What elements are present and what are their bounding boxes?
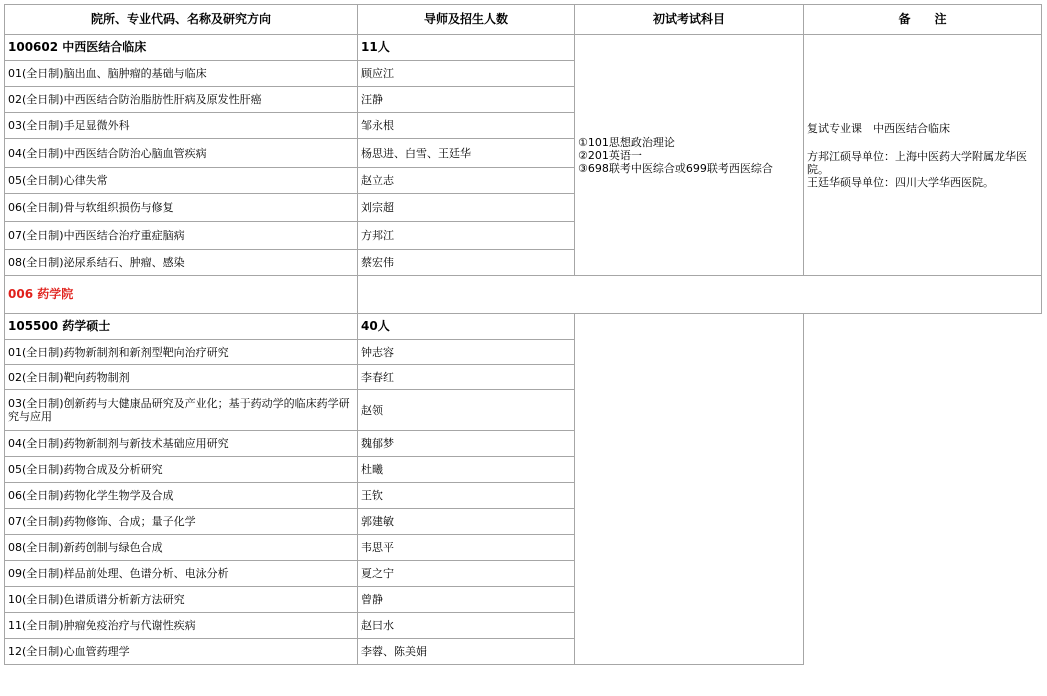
direction-cell: 03(全日制)创新药与大健康品研究及产业化；基于药动学的临床药学研究与应用 <box>5 390 358 431</box>
tutor-cell: 李蓉、陈美娟 <box>358 639 575 665</box>
remarks-cell <box>804 35 1042 276</box>
tutor-cell: 刘宗超 <box>358 194 575 222</box>
direction-cell: 07(全日制)中西医结合治疗重症脑病 <box>5 222 358 250</box>
tutor-cell: 杨思进、白雪、王廷华 <box>358 139 575 168</box>
tutor-cell: 顾应江 <box>358 61 575 87</box>
exam-subjects-empty <box>575 314 804 665</box>
direction-cell: 04(全日制)药物新制剂与新技术基础应用研究 <box>5 431 358 457</box>
direction-cell: 02(全日制)靶向药物制剂 <box>5 365 358 390</box>
header-direction: 院所、专业代码、名称及研究方向 <box>5 5 358 35</box>
header-remarks: 备 注 <box>804 5 1042 35</box>
major-row <box>5 35 1042 61</box>
tutor-cell: 赵曰水 <box>358 613 575 639</box>
direction-cell: 05(全日制)药物合成及分析研究 <box>5 457 358 483</box>
direction-cell: 04(全日制)中西医结合防治心脑血管疾病 <box>5 139 358 168</box>
direction-cell: 08(全日制)泌尿系结石、肿瘤、感染 <box>5 250 358 276</box>
tutor-cell: 杜曦 <box>358 457 575 483</box>
tutor-cell: 邹永根 <box>358 113 575 139</box>
tutor-cell: 魏郁梦 <box>358 431 575 457</box>
direction-cell: 11(全日制)肿瘤免疫治疗与代谢性疾病 <box>5 613 358 639</box>
major-title: 100602 中西医结合临床 <box>5 35 358 61</box>
tutor-cell: 方邦江 <box>358 222 575 250</box>
header-row <box>5 5 1042 35</box>
tutor-cell: 汪静 <box>358 87 575 113</box>
direction-cell: 05(全日制)心律失常 <box>5 168 358 194</box>
direction-cell: 12(全日制)心血管药理学 <box>5 639 358 665</box>
major-count: 11人 <box>358 35 575 61</box>
tutor-cell: 郭建敏 <box>358 509 575 535</box>
exam-subject-3: ③698联考中医综合或699联考西医综合 <box>578 161 773 175</box>
major-count: 40人 <box>358 314 575 340</box>
direction-cell: 07(全日制)药物修饰、合成；量子化学 <box>5 509 358 535</box>
direction-cell: 08(全日制)新药创制与绿色合成 <box>5 535 358 561</box>
major-title: 105500 药学硕士 <box>5 314 358 340</box>
direction-cell: 02(全日制)中西医结合防治脂肪性肝病及原发性肝癌 <box>5 87 358 113</box>
remark-2: 方邦江硕导单位：上海中医药大学附属龙华医院。 <box>807 149 1027 176</box>
tutor-cell: 夏之宁 <box>358 561 575 587</box>
institute-title: 006 药学院 <box>5 276 358 314</box>
institute-row <box>5 276 1042 314</box>
tutor-cell: 曾静 <box>358 587 575 613</box>
direction-cell: 06(全日制)骨与软组织损伤与修复 <box>5 194 358 222</box>
remark-3: 王廷华硕导单位：四川大学华西医院。 <box>807 175 994 189</box>
tutor-cell: 蔡宏伟 <box>358 250 575 276</box>
header-tutor: 导师及招生人数 <box>358 5 575 35</box>
remarks-empty <box>804 314 1042 665</box>
tutor-cell: 王钦 <box>358 483 575 509</box>
enrollment-table <box>4 4 1042 665</box>
tutor-cell: 韦思平 <box>358 535 575 561</box>
direction-cell: 06(全日制)药物化学生物学及合成 <box>5 483 358 509</box>
header-exam: 初试考试科目 <box>575 5 804 35</box>
direction-cell: 03(全日制)手足显微外科 <box>5 113 358 139</box>
exam-subject-1: ①101思想政治理论 <box>578 135 675 149</box>
exam-subject-2: ②201英语一 <box>578 148 642 162</box>
direction-cell: 10(全日制)色谱质谱分析新方法研究 <box>5 587 358 613</box>
tutor-cell: 钟志容 <box>358 340 575 365</box>
institute-blank <box>358 276 1042 314</box>
tutor-cell: 赵立志 <box>358 168 575 194</box>
tutor-cell: 赵领 <box>358 390 575 431</box>
exam-subjects-cell <box>575 35 804 276</box>
tutor-cell: 李春红 <box>358 365 575 390</box>
remark-1: 复试专业课 中西医结合临床 <box>807 121 950 135</box>
major-row <box>5 314 1042 340</box>
direction-cell: 09(全日制)样品前处理、色谱分析、电泳分析 <box>5 561 358 587</box>
direction-cell: 01(全日制)脑出血、脑肿瘤的基础与临床 <box>5 61 358 87</box>
direction-cell: 01(全日制)药物新制剂和新剂型靶向治疗研究 <box>5 340 358 365</box>
